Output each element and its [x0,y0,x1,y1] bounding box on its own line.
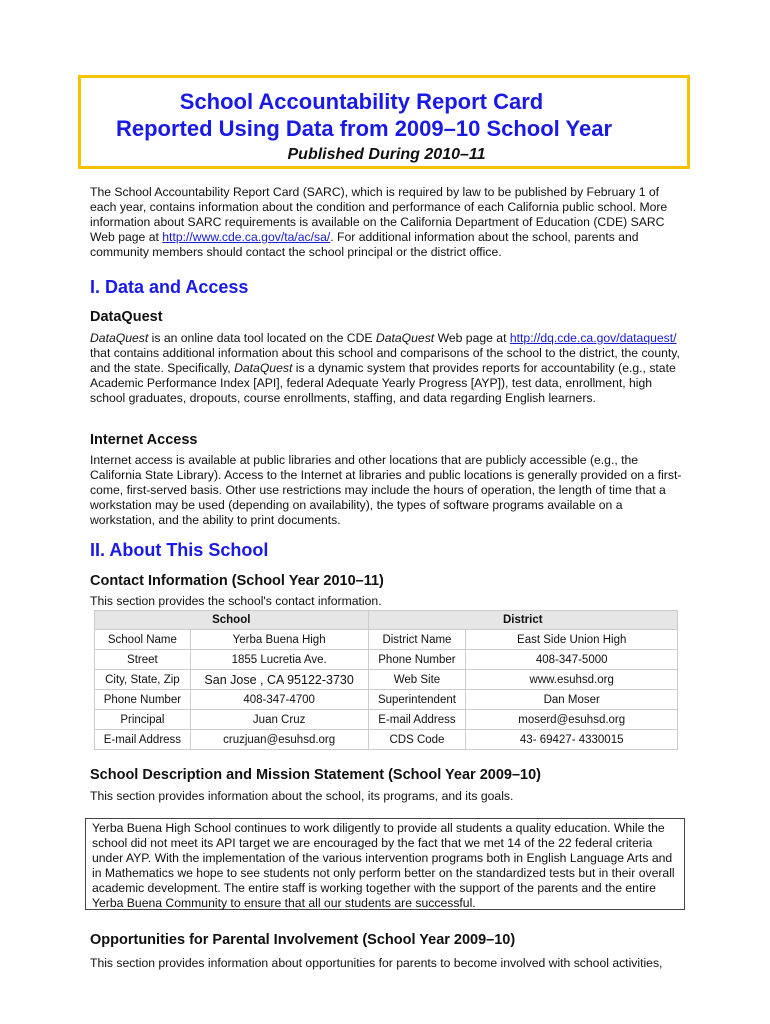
table-cell: 1855 Lucretia Ave. [190,650,368,670]
internet-access-heading: Internet Access [90,432,198,448]
table-cell: E-mail Address [368,710,466,730]
table-row [95,710,678,730]
dq-text: Web page at [434,331,510,345]
table-cell: cruzjuan@esuhsd.org [190,730,368,750]
table-cell: City, State, Zip [95,670,191,690]
dq-text: is an online data tool located on the CDE [148,331,376,345]
table-row [95,690,678,710]
sarc-link[interactable]: http://www.cde.ca.gov/ta/ac/sa/ [162,230,331,244]
table-cell: Juan Cruz [190,710,368,730]
table-cell: Street [95,650,191,670]
table-cell: District Name [368,630,466,650]
section-heading-data-access: I. Data and Access [90,277,249,297]
school-header: School [95,611,369,630]
table-cell: Phone Number [368,650,466,670]
table-cell: East Side Union High [466,630,678,650]
report-subtitle: Reported Using Data from 2009–10 School Year [116,116,612,141]
table-cell: moserd@esuhsd.org [466,710,678,730]
table-cell: 408-347-4700 [190,690,368,710]
published-date: Published During 2010–11 [287,146,486,163]
section-heading-about-school: II. About This School [90,540,269,560]
table-cell: Superintendent [368,690,466,710]
internet-access-paragraph: Internet access is available at public libraries and other locations that are publicly accessible (e.g., the California State Library). Access to the Internet at libraries and public locations is generally provided on a first-come, first-served basis. Other use restrictions may include the hours of operation, the length of time that a workstation may be used (depending on availability), the types of software programs available on a workstation, and the ability to print documents. [90,453,682,527]
intro-text: The School Accountability Report Card (SARC), which is required by law to be published by February 1 of each year, contains information about the condition and performance of each California public school. More information about SARC requirements is available on the California Department of Education (CDE) SARC Web page at [90,185,668,244]
contact-table [94,610,678,750]
mission-statement-box: Yerba Buena High School continues to work diligently to provide all students a quality education. While the school did not meet its API target we are encouraged by the fact that we met 14 of the 22 federal criteria under AYP. With the implementation of the various intervention programs both in English Language Arts and in Mathematics we hope to see students not only perform better on the standardized tests but in their overall academic development. The entire staff is working together with the support of the parents and the entire Yerba Buena Community to ensure that all our students are successful. [85,818,685,910]
contact-info-desc: This section provides the school's contact information. [90,594,382,608]
dq-text: that contains additional information about this school and comparisons of the school to the district, the county, and the state. Specifically, [90,346,680,375]
parental-involvement-desc: This section provides information about opportunities for parents to become involved with school activities, [90,956,663,970]
intro-text-end: . For additional information about the school, parents and community members should contact the school principal or the district office. [90,230,639,259]
table-cell: www.esuhsd.org [466,670,678,690]
table-row [95,730,678,750]
dq-term: DataQuest [90,331,149,345]
parental-involvement-heading: Opportunities for Parental Involvement (School Year 2009–10) [90,932,516,948]
district-header: District [368,611,678,630]
dq-text: is a dynamic system that provides reports for accountability (e.g., state Academic Performance Index [API], federal Adequate Yearly Progress [AYP]), test data, enrollment, high school graduates, dropouts, course enrollments, staffing, and data regarding English learners. [90,361,676,405]
table-cell: 408-347-5000 [466,650,678,670]
table-cell: Web Site [368,670,466,690]
dataquest-link[interactable]: http://dq.cde.ca.gov/dataquest/ [509,331,677,345]
mission-desc: This section provides information about the school, its programs, and its goals. [90,789,514,803]
table-cell: Yerba Buena High [190,630,368,650]
dataquest-heading: DataQuest [90,309,163,325]
mission-heading: School Description and Mission Statement (School Year 2009–10) [90,767,541,783]
report-title: School Accountability Report Card [179,89,544,114]
dataquest-paragraph [90,331,682,406]
table-row [95,670,678,690]
table-cell: Principal [95,710,191,730]
table-cell: School Name [95,630,191,650]
title-box [78,75,690,169]
contact-info-heading: Contact Information (School Year 2010–11) [90,573,384,589]
table-cell: Dan Moser [466,690,678,710]
dq-term: DataQuest [375,331,435,345]
table-cell: Phone Number [95,690,191,710]
table-cell: 43- 69427- 4330015 [466,730,678,750]
table-cell: CDS Code [368,730,466,750]
dq-term: DataQuest [234,361,293,375]
table-row [95,630,678,650]
table-cell: San Jose , CA 95122-3730 [190,670,368,690]
table-row [95,650,678,670]
table-cell: E-mail Address [95,730,191,750]
intro-paragraph [90,185,682,260]
